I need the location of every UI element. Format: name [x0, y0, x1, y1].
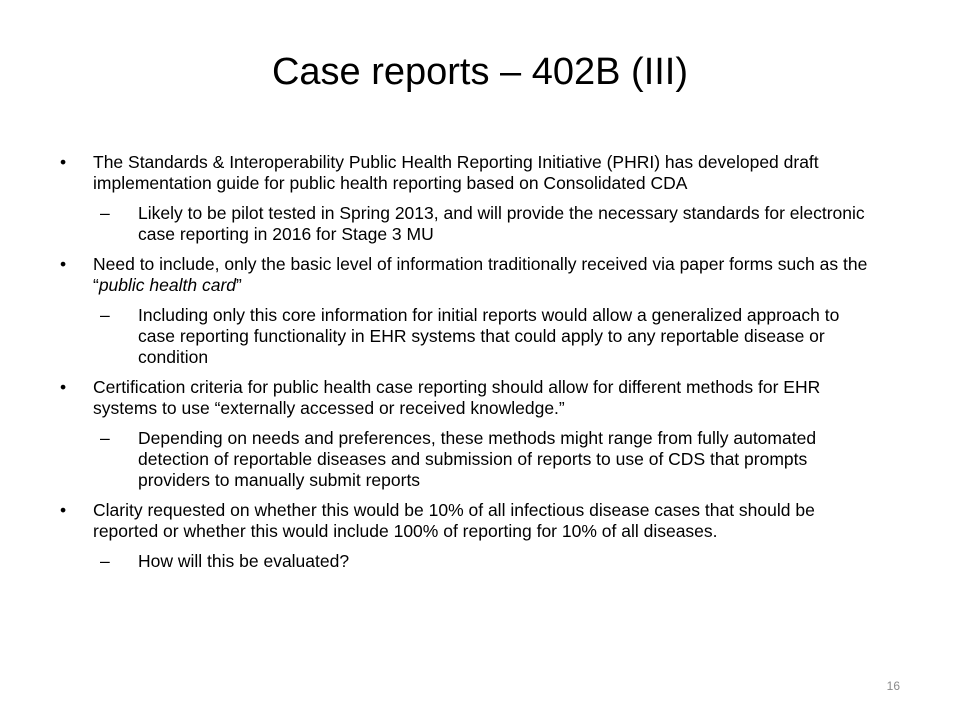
- dash-icon: –: [100, 305, 110, 325]
- bullet-list: [60, 152, 880, 581]
- sub-bullet-item-1: [60, 203, 880, 245]
- sub-bullet-item-3: [60, 428, 880, 491]
- bullet-text-start: Need to include, only the basic level of information traditionally received via paper forms such as the “: [93, 254, 868, 295]
- bullet-icon: •: [60, 152, 67, 172]
- sub-bullet-text: Including only this core information for initial reports would allow a generalized approach to case reporting functionality in EHR systems that could apply to any reportable disease or condition: [138, 305, 840, 367]
- bullet-text: Clarity requested on whether this would be 10% of all infectious disease cases that should be reported or whether this would include 100% of reporting for 10% of all diseases.: [93, 500, 815, 541]
- sub-bullet-item-4: [60, 551, 880, 572]
- bullet-text-end: ”: [236, 275, 242, 295]
- sub-bullet-item-2: [60, 305, 880, 368]
- dash-icon: –: [100, 203, 110, 223]
- bullet-text: Certification criteria for public health case reporting should allow for different methods for EHR systems to use “externally accessed or received knowledge.”: [93, 377, 821, 418]
- sub-bullet-text: How will this be evaluated?: [138, 551, 350, 571]
- bullet-text: The Standards & Interoperability Public Health Reporting Initiative (PHRI) has developed draft implementation guide for public health reporting based on Consolidated CDA: [93, 152, 819, 193]
- dash-icon: –: [100, 551, 110, 571]
- sub-bullet-text: Likely to be pilot tested in Spring 2013, and will provide the necessary standards for electronic case reporting in 2016 for Stage 3 MU: [138, 203, 865, 244]
- page-number: 16: [886, 679, 900, 693]
- slide-title: Case reports – 402B (III): [271, 51, 689, 93]
- bullet-item-1: [60, 152, 880, 194]
- bullet-item-2: [60, 254, 880, 296]
- dash-icon: –: [100, 428, 110, 448]
- bullet-text-emphasis: public health card: [98, 275, 236, 295]
- bullet-item-3: [60, 377, 880, 419]
- bullet-icon: •: [60, 377, 67, 397]
- bullet-item-4: [60, 500, 880, 542]
- bullet-icon: •: [60, 254, 67, 274]
- bullet-icon: •: [60, 500, 67, 520]
- sub-bullet-text: Depending on needs and preferences, these methods might range from fully automated detection of reportable diseases and submission of reports to use of CDS that prompts providers to manually submit reports: [138, 428, 817, 490]
